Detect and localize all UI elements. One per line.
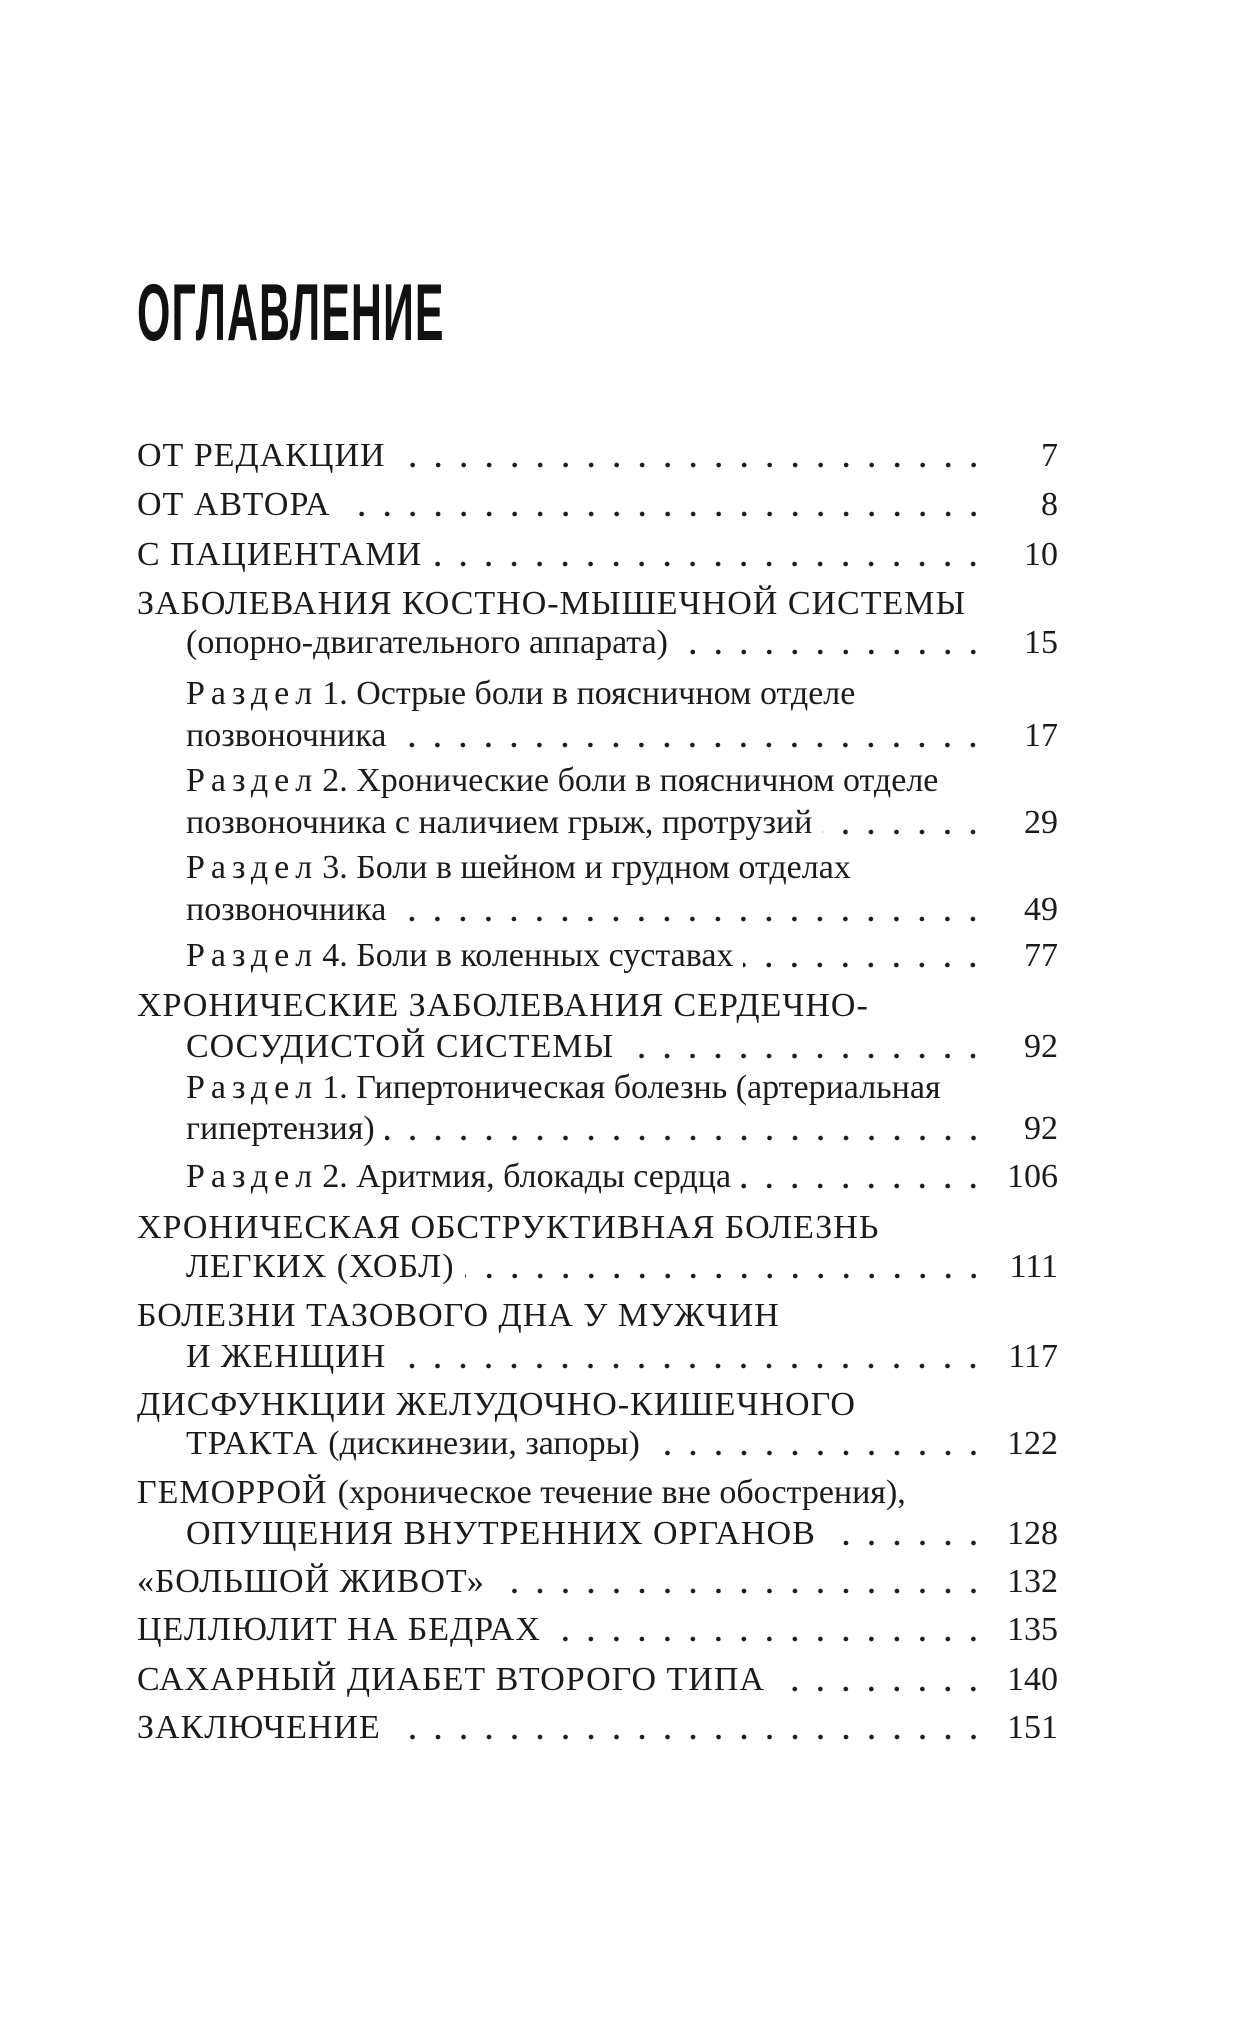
leader-dots (391, 1708, 986, 1748)
page-number: 122 (1007, 1425, 1058, 1462)
toc-entry (137, 1660, 1058, 1700)
leader-dots (551, 1610, 986, 1650)
toc-entry-line (137, 1296, 1058, 1336)
leader-dots (385, 1109, 986, 1149)
toc-section-line (186, 803, 1058, 843)
entry-title: ЗАКЛЮЧЕНИЕ (137, 1709, 381, 1746)
entry-title: ЛЕГКИХ (ХОБЛ) (186, 1248, 455, 1285)
toc-section-line (186, 848, 1058, 888)
toc-entry-line (186, 623, 1058, 663)
toc-entry-line (186, 1514, 1058, 1554)
toc-entry (137, 436, 1058, 476)
section-label: Раздел (186, 1069, 319, 1106)
toc-section-line (186, 1157, 1058, 1197)
toc-entry (137, 1708, 1058, 1748)
entry-title: ГЕМОРРОЙ (137, 1474, 328, 1511)
page-number: 92 (1024, 1028, 1058, 1065)
entry-title: С ПАЦИЕНТАМИ (137, 536, 423, 573)
entry-title: И ЖЕНЩИН (186, 1338, 387, 1375)
section-title: позвоночника (186, 717, 387, 754)
entry-note: (дискинезии, запоры) (328, 1425, 640, 1462)
section-title: позвоночника (186, 891, 387, 928)
entry-subtitle: (опорно-двигательного аппарата) (186, 624, 668, 661)
page-number: 10 (1024, 536, 1058, 573)
section-label: Раздел (186, 762, 319, 799)
page-number: 17 (1024, 717, 1058, 754)
page-number: 15 (1024, 624, 1058, 661)
section-title: 3. Боли в шейном и грудном отделах (322, 849, 851, 886)
section-title: 4. Боли в коленных суставах (322, 937, 734, 974)
section-title: 1. Острые боли в поясничном отделе (322, 675, 856, 712)
toc-entry-line (186, 1337, 1058, 1377)
leader-dots (465, 1247, 986, 1287)
toc-entry-line (186, 1247, 1058, 1287)
entry-title: САХАРНЫЙ ДИАБЕТ ВТОРОГО ТИПА (137, 1661, 765, 1698)
toc-entry-line (137, 584, 1058, 624)
entry-title: ЦЕЛЛЮЛИТ НА БЕДРАХ (137, 1611, 541, 1648)
page-number: 128 (1007, 1515, 1058, 1552)
toc-section-line (186, 761, 1058, 801)
leader-dots (396, 436, 986, 476)
toc-section-line (186, 890, 1058, 930)
leader-dots (775, 1660, 986, 1700)
leader-dots (341, 485, 986, 525)
toc-entry-line (137, 986, 1058, 1026)
section-label: Раздел (186, 937, 319, 974)
section-title: 2. Хронические боли в поясничном отделе (322, 762, 939, 799)
toc-section-line (186, 716, 1058, 756)
entry-title: СОСУДИСТОЙ СИСТЕМЫ (186, 1028, 615, 1065)
toc-section-line (186, 1068, 1058, 1108)
entry-title: «БОЛЬШОЙ ЖИВОТ» (137, 1563, 485, 1600)
leader-dots (743, 936, 986, 976)
leader-dots (678, 623, 986, 663)
toc-entry-line (137, 1385, 1058, 1425)
toc-entry (137, 1610, 1058, 1650)
toc-entry-line (186, 1424, 1058, 1464)
page-number: 117 (1008, 1338, 1058, 1375)
leader-dots (495, 1562, 986, 1602)
section-title: 1. Гипертоническая болезнь (артериальная (322, 1069, 941, 1106)
toc-entry-line (186, 1027, 1058, 1067)
page-number: 151 (1007, 1709, 1058, 1746)
leader-dots (432, 535, 986, 575)
section-title: позвоночника с наличием грыж, протрузий (186, 804, 813, 841)
page-number: 92 (1024, 1110, 1058, 1147)
page-number: 140 (1007, 1661, 1058, 1698)
page-number: 135 (1007, 1611, 1058, 1648)
entry-title: ОТ РЕДАКЦИИ (137, 437, 386, 474)
section-label: Раздел (186, 675, 319, 712)
toc-entry (137, 485, 1058, 525)
toc-entry (137, 535, 1058, 575)
page-number: 29 (1024, 804, 1058, 841)
leader-dots (396, 1337, 986, 1377)
page-number: 77 (1024, 937, 1058, 974)
leader-dots (822, 803, 986, 843)
entry-title: ДИСФУНКЦИИ ЖЕЛУДОЧНО-КИШЕЧНОГО (137, 1386, 856, 1423)
page-number: 132 (1007, 1563, 1058, 1600)
toc-entry-line (137, 1473, 1058, 1513)
page-number: 111 (1009, 1248, 1058, 1285)
leader-dots (396, 716, 986, 756)
section-title: 2. Аритмия, блокады сердца (322, 1158, 732, 1195)
entry-title: ТРАКТА (186, 1425, 319, 1462)
leader-dots (650, 1424, 986, 1464)
page-number: 49 (1024, 891, 1058, 928)
section-label: Раздел (186, 849, 319, 886)
entry-title: ЗАБОЛЕВАНИЯ КОСТНО-МЫШЕЧНОЙ СИСТЕМЫ (137, 585, 967, 622)
section-title: гипертензия) (186, 1110, 375, 1147)
entry-title: ХРОНИЧЕСКАЯ ОБСТРУКТИВНАЯ БОЛЕЗНЬ (137, 1209, 880, 1246)
entry-title: БОЛЕЗНИ ТАЗОВОГО ДНА У МУЖЧИН (137, 1297, 780, 1334)
toc-section-line (186, 936, 1058, 976)
leader-dots (396, 890, 986, 930)
leader-dots (741, 1157, 986, 1197)
toc-section-line (186, 1109, 1058, 1149)
entry-title: ОТ АВТОРА (137, 486, 331, 523)
entry-title: ХРОНИЧЕСКИЕ ЗАБОЛЕВАНИЯ СЕРДЕЧНО- (137, 987, 869, 1024)
leader-dots (826, 1514, 986, 1554)
page-number: 7 (1041, 437, 1058, 474)
toc-section-line (186, 674, 1058, 714)
page-number: 106 (1007, 1158, 1058, 1195)
entry-title: ОПУЩЕНИЯ ВНУТРЕННИХ ОРГАНОВ (186, 1515, 816, 1552)
section-label: Раздел (186, 1158, 319, 1195)
page-number: 8 (1041, 486, 1058, 523)
toc-entry (137, 1562, 1058, 1602)
leader-dots (624, 1027, 986, 1067)
toc-entry-line (137, 1208, 1058, 1248)
entry-note: (хроническое течение вне обострения), (337, 1474, 906, 1511)
page-title: ОГЛАВЛЕНИЕ (137, 268, 445, 358)
